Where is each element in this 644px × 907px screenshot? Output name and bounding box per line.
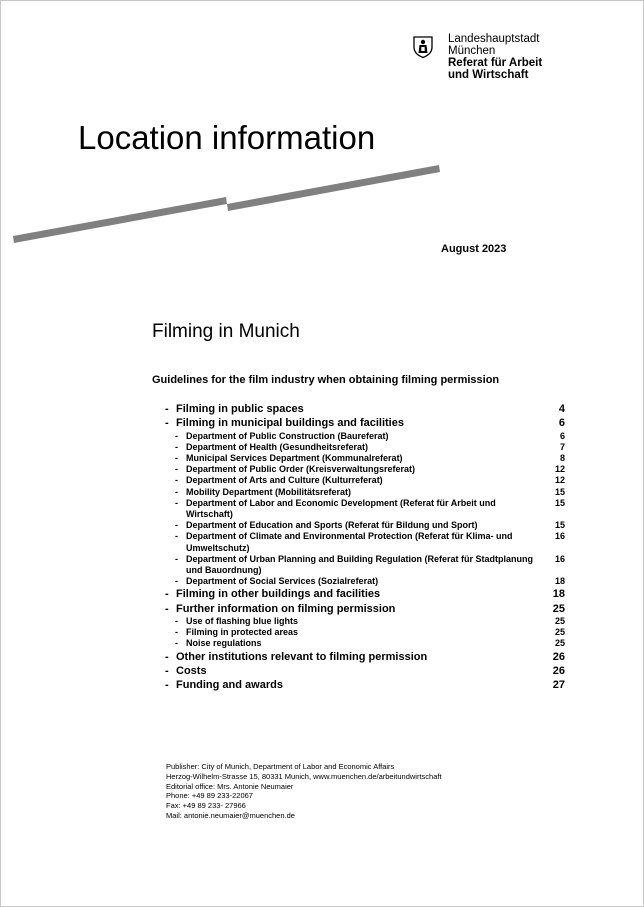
toc-bullet: - — [175, 497, 178, 508]
decorative-stripe — [0, 0, 644, 260]
toc-page-number: 15 — [554, 520, 565, 531]
toc-page-number: 16 — [554, 553, 565, 564]
publisher-line: Herzog-Wilhelm-Strasse 15, 80331 Munich, www.muenchen.de/arbeitundwirtschaft — [166, 771, 442, 781]
document-title: Location information — [78, 119, 376, 156]
toc-page-number: 12 — [554, 464, 565, 475]
toc-page-number: 6 — [559, 430, 565, 441]
toc-page-number: 25 — [554, 638, 565, 649]
toc-page-number: 8 — [559, 453, 565, 463]
toc-entry[interactable] — [165, 464, 565, 475]
toc-entry[interactable] — [165, 554, 565, 576]
toc-entry-title: Mobility Department (Mobilitätsreferat) — [186, 486, 352, 497]
toc-entry-title: Filming in other buildings and facilities — [176, 588, 381, 601]
toc-entry[interactable] — [165, 453, 565, 464]
toc-bullet: - — [175, 553, 178, 564]
toc-entry-title: Funding and awards — [176, 679, 283, 692]
toc-bullet: - — [175, 627, 178, 638]
toc-entry-title: Further information on filming permission — [176, 602, 396, 615]
publisher-info — [166, 762, 442, 821]
publisher-line: Mail: antonie.neumaier@muenchen.de — [166, 810, 295, 820]
toc-entry-title: Department of Social Services (Sozialreferat) — [186, 576, 379, 587]
toc-page-number: 12 — [554, 475, 565, 486]
toc-entry-title: Department of Public Order (Kreisverwaltungsreferat) — [186, 464, 416, 475]
toc-entry-title: Other institutions relevant to filming permission — [176, 650, 428, 663]
toc-page-number: 26 — [552, 650, 565, 663]
toc-bullet: - — [175, 531, 178, 542]
toc-entry-title: Department of Labor and Economic Development (Referat für Arbeit und Wirtschaft) — [186, 497, 496, 520]
toc-entry[interactable] — [165, 576, 565, 587]
toc-bullet: - — [165, 679, 169, 692]
toc-bullet: - — [175, 464, 178, 475]
toc-entry-title: Department of Climate and Environmental Protection (Referat für Klima- und Umweltschutz) — [186, 531, 513, 553]
toc-entry-title: Department of Urban Planning and Building Regulation (Referat für Stadtplanung und Bauordnung) — [186, 553, 534, 576]
toc-entry-title: Noise regulations — [186, 638, 262, 649]
toc-page-number: 15 — [554, 497, 565, 508]
toc-bullet: - — [165, 650, 169, 663]
publisher-line: Editorial office: Mrs. Antonie Neumaier — [166, 781, 294, 791]
toc-page-number: 7 — [559, 441, 565, 452]
org-line: und Wirtschaft — [448, 69, 529, 81]
toc-entry-title: Department of Education and Sports (Referat für Bildung und Sport) — [186, 520, 478, 531]
toc-page-number: 18 — [552, 588, 565, 601]
toc-bullet: - — [165, 588, 169, 601]
toc-entry[interactable] — [165, 402, 565, 416]
toc-entry[interactable] — [165, 431, 565, 442]
toc-bullet: - — [175, 453, 178, 463]
toc-entry[interactable] — [165, 587, 565, 601]
toc-entry[interactable] — [165, 498, 565, 520]
table-of-contents — [165, 402, 565, 693]
toc-page-number: 4 — [558, 403, 565, 415]
publisher-line: Phone: +49 89 233-22067 — [166, 791, 253, 801]
toc-bullet: - — [165, 664, 169, 677]
toc-bullet: - — [165, 417, 169, 430]
toc-entry[interactable] — [165, 475, 565, 486]
toc-entry[interactable] — [165, 638, 565, 649]
toc-page-number: 25 — [554, 616, 565, 627]
toc-entry[interactable] — [165, 650, 565, 664]
org-line: Referat für Arbeit — [448, 57, 543, 69]
toc-page-number: 25 — [554, 627, 565, 638]
toc-entry[interactable] — [165, 678, 565, 692]
toc-bullet: - — [175, 616, 178, 627]
toc-entry[interactable] — [165, 487, 565, 498]
toc-page-number: 27 — [552, 679, 565, 692]
guidelines-heading: Guidelines for the film industry when obtaining filming permission — [152, 374, 500, 386]
toc-bullet: - — [175, 520, 178, 531]
toc-bullet: - — [165, 602, 169, 615]
toc-entry[interactable] — [165, 627, 565, 638]
toc-entry[interactable] — [165, 442, 565, 453]
toc-page-number: 26 — [552, 664, 565, 677]
toc-entry-title: Filming in municipal buildings and facilities — [176, 417, 404, 430]
publisher-line: Fax: +49 89 233- 27966 — [166, 801, 246, 811]
toc-page-number: 6 — [558, 417, 565, 430]
org-line: Landeshauptstadt — [448, 33, 540, 45]
toc-entry-title: Use of flashing blue lights — [186, 616, 299, 627]
toc-page-number: 16 — [554, 531, 565, 542]
stripe-segment-right — [227, 165, 440, 211]
toc-entry[interactable] — [165, 602, 565, 616]
toc-entry-title: Filming in public spaces — [176, 403, 304, 415]
toc-entry-title: Department of Public Construction (Baureferat) — [186, 430, 389, 441]
document-date: August 2023 — [441, 243, 507, 255]
document-subtitle: Filming in Munich — [152, 321, 300, 342]
publisher-line: Publisher: City of Munich, Department of Labor and Economic Affairs — [166, 762, 395, 771]
toc-entry[interactable] — [165, 531, 565, 553]
toc-bullet: - — [175, 486, 178, 497]
toc-entry-title: Municipal Services Department (Kommunalreferat) — [186, 453, 403, 463]
toc-bullet: - — [175, 576, 178, 587]
toc-page-number: 15 — [554, 486, 565, 497]
stripe-segment-left — [13, 197, 227, 243]
toc-bullet: - — [165, 403, 169, 415]
toc-entry[interactable] — [165, 416, 565, 430]
toc-bullet: - — [175, 441, 178, 452]
toc-entry-title: Filming in protected areas — [186, 627, 299, 638]
toc-entry-title: Department of Arts and Culture (Kulturreferat) — [186, 475, 383, 486]
toc-bullet: - — [175, 638, 178, 649]
toc-entry[interactable] — [165, 520, 565, 531]
toc-bullet: - — [175, 430, 178, 441]
toc-page-number: 18 — [554, 576, 565, 587]
toc-entry-title: Costs — [176, 664, 207, 677]
toc-entry[interactable] — [165, 664, 565, 678]
toc-entry[interactable] — [165, 616, 565, 627]
org-line: München — [448, 45, 496, 57]
toc-bullet: - — [175, 475, 178, 486]
toc-entry-title: Department of Health (Gesundheitsreferat) — [186, 441, 369, 452]
toc-page-number: 25 — [552, 602, 565, 615]
